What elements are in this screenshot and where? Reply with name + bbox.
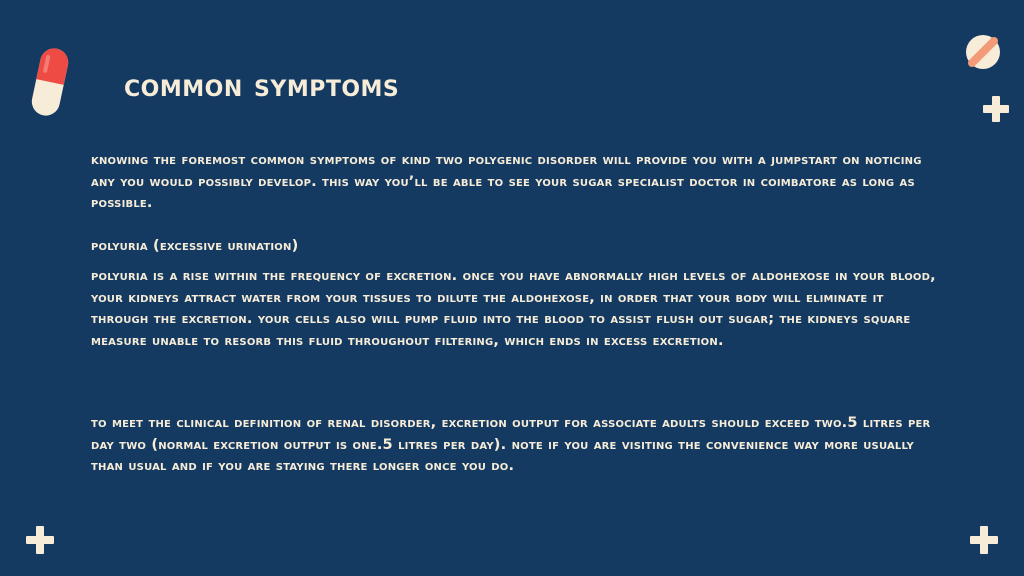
section-subheading: polyuria (excessive urination) bbox=[91, 238, 299, 254]
slide-title: common symptoms bbox=[124, 68, 400, 104]
plus-icon bbox=[983, 96, 1009, 122]
polyuria-paragraph: polyuria is a rise within the frequency of excretion. once you have abnormally high levels of aldohexose in your blood, your kidneys attract water from your tissues to dilute the aldohexose, in order that your body will eliminate it through the excretion. your cells also will pump fluid into the blood to assist flush out sugar; the kidneys square measure unable to resorb this fluid throughout filtering, which ends in excess excretion. bbox=[91, 268, 936, 349]
plus-icon bbox=[26, 526, 54, 554]
capsule-pill-icon bbox=[30, 44, 70, 120]
plus-icon bbox=[970, 526, 998, 554]
round-tablet-icon bbox=[964, 33, 1002, 71]
intro-paragraph: knowing the foremost common symptoms of kind two polygenic disorder will provide you with a jumpstart on noticing any you would possibly develop. this way you’ll be able to see your sugar specialist doctor in coimbatore as long as possible. bbox=[91, 152, 922, 211]
definition-paragraph: to meet the clinical definition of renal disorder, excretion output for associate adults should exceed two.5 litres per day two (normal excretion output is one.5 litres per day). note if you are visiting the convenience way more usually than usual and if you are staying there longer once you do. bbox=[91, 415, 931, 474]
